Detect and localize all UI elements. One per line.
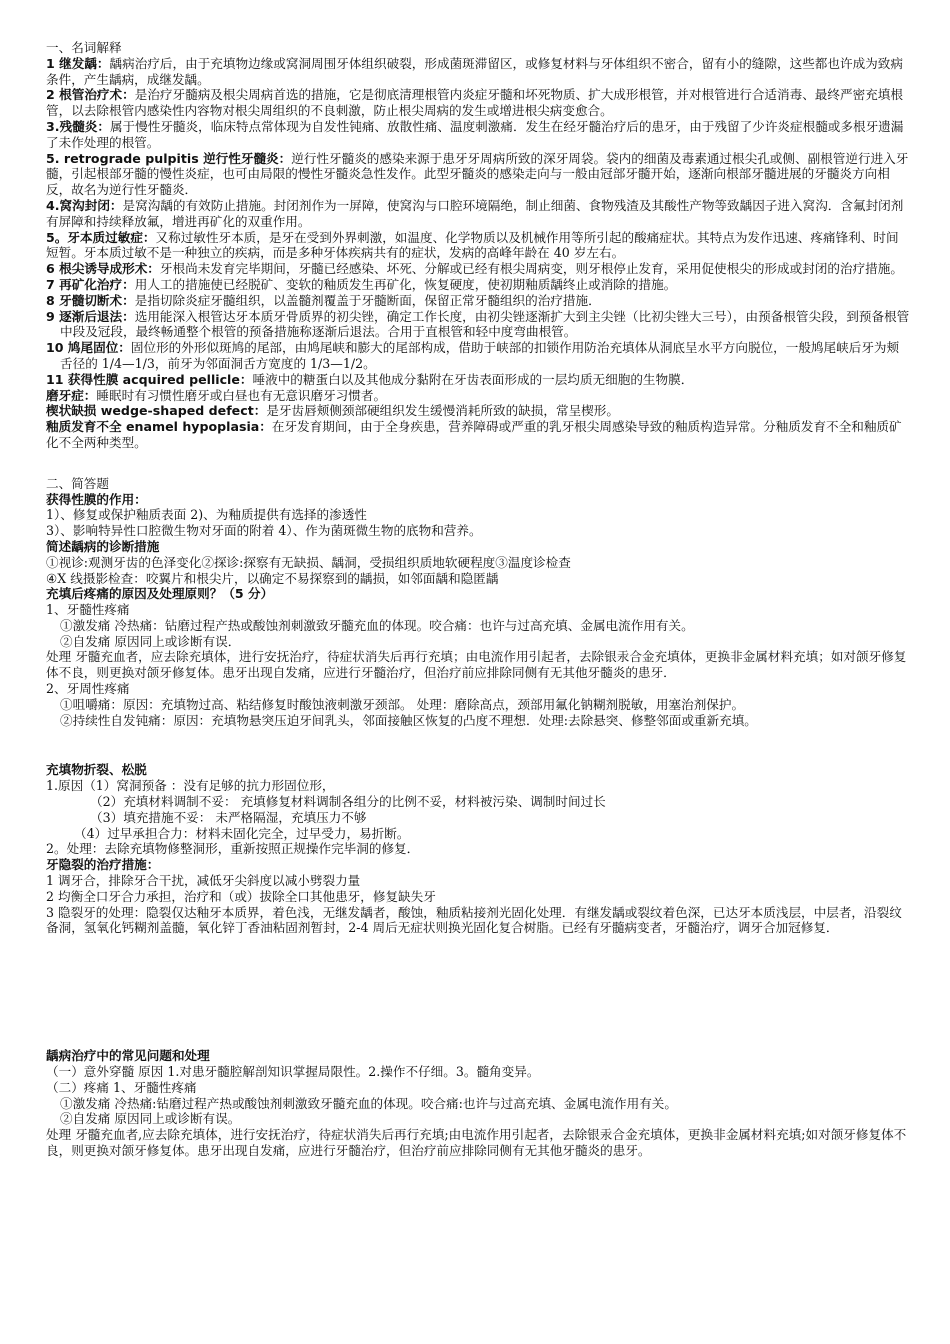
- problems-line: （一）意外穿髓 原因 1.对患牙髓腔解剖知识掌握局限性。2.操作不仔细。3。髓角变异。: [46, 1064, 540, 1080]
- section-heading-definitions: 一、名词解释: [46, 40, 122, 55]
- definition-text: 逆行性牙髓炎的感染来源于患牙牙周病所致的深牙周袋。袋内的细菌及毒素通过根尖孔或侧、副根管逆行进入牙髓，引起根部牙髓的慢性炎症，也可由局限的慢性牙髓炎急性发作。此型牙髓炎的感染走向与一般由冠部牙髓开始，逐渐向根部牙髓进展的牙髓炎方向相反，故名为逆行性牙髓炎．: [46, 150, 909, 198]
- pulpal-pain-treatment: 处理 牙髓充血者，应去除充填体，进行安抚治疗，待症状消失后再行充填；由电流作用引起者，去除银汞合金充填体，更换非金属材料充填；如对颌牙修复体不良，则更换对颌牙修复体。患牙出现自发痛，应进行牙髓治疗，但治疗前应排除同侧有无其他牙髓炎的患牙．: [46, 649, 907, 681]
- definition-term: 8 牙髓切断术：: [46, 292, 135, 308]
- definition-term: 1 继发龋：: [46, 55, 110, 71]
- perio-pain-item: ①咀嚼痛：原因：充填物过高、粘结修复时酸蚀液刺激牙颈部。 处理：磨除高点，颈部用氟化钠糊剂脱敏，用塞治剂保护。: [60, 696, 745, 712]
- problems-line: （二）疼痛 1、牙髓性疼痛: [46, 1079, 197, 1095]
- diagnosis-block: [46, 539, 910, 586]
- definition-text: 牙根尚未发育完毕期间，牙髓已经感染、坏死、分解或已经有根尖周病变，则牙根停止发育，采用促使根尖的形成或封闭的治疗措施。: [159, 261, 903, 277]
- crack-title: 牙隐裂的治疗措施：: [46, 857, 160, 873]
- definition-term: 2 根管治疗术：: [46, 87, 135, 103]
- section-heading-short-answers: 二、简答题: [46, 475, 109, 491]
- definition-term: 5。牙本质过敏症：: [46, 229, 156, 245]
- definition-term: 6 根尖诱导成形术：: [46, 261, 160, 277]
- problems-line: ①激发痛 冷热痛:钻磨过程产热或酸蚀剂刺激致牙髓充血的体现。咬合痛:也许与过高充填、金属电流作用有关。: [60, 1095, 677, 1111]
- problems-block: [46, 1048, 910, 1159]
- definition-text: 属于慢性牙髓炎，临床特点常体现为自发性钝痛、放散性痛、温度刺激痛．发生在经牙髓治疗后的患牙，由于残留了少许炎症根髓或多根牙遗漏了未作处理的根管。: [46, 118, 904, 150]
- pellicle-line: 3）、影响特异性口腔微生物对牙面的附着 4）、作为菌斑微生物的底物和营养。: [46, 523, 482, 539]
- crack-block: [46, 857, 910, 936]
- crack-line: 2 均衡全口牙合力承担，治疗和（或）拔除全口其他患牙，修复缺失牙: [46, 888, 436, 904]
- problems-line: ②自发痛 原因同上或诊断有误。: [60, 1111, 241, 1127]
- definition-term: 4.窝沟封闭：: [46, 197, 123, 213]
- definition-item: [46, 403, 910, 419]
- definition-text: 是治疗牙髓病及根尖周病首选的措施，它是彻底清理根管内炎症牙髓和坏死物质、扩大成形根管，并对根管进行合适消毒、最终严密充填根管，以去除根管内感染性内容物对根尖周组织的不良刺激，防止根尖周病的发生或增进根尖病变愈合。: [46, 87, 903, 119]
- definition-term: 11 获得性膜 acquired pellicle：: [46, 371, 253, 387]
- definition-item: [46, 293, 910, 309]
- fracture-line: （2）充填材料调制不妥： 充填修复材料调制各组分的比例不妥，材料被污染、调制时间过长: [90, 794, 606, 810]
- pulpal-pain-item: ①激发痛 冷热痛：钻磨过程产热或酸蚀剂刺激致牙髓充血的体现。咬合痛：也许与过高充填、金属电流作用有关。: [60, 617, 694, 633]
- definition-item: [46, 277, 910, 293]
- fracture-line: （3）填充措施不妥： 未严格隔湿，充填压力不够: [90, 809, 367, 825]
- pellicle-title: 获得性膜的作用：: [46, 491, 147, 507]
- definition-text: 是牙齿唇颊侧颈部硬组织发生缓慢消耗所致的缺损，常呈楔形。: [266, 403, 619, 419]
- definition-item: [46, 309, 910, 341]
- definition-text: 是窝沟龋的有效防止措施。封闭剂作为一屏障，使窝沟与口腔环境隔绝，制止细菌、食物残渣及其酸性产物等致龋因子进入窝沟．含氟封闭剂有屏障和持续释放氟，增进再矿化的双重作用。: [46, 197, 904, 229]
- diagnosis-line: ①视诊:观测牙齿的色泽变化②探诊:探察有无缺损、龋洞，受损组织质地软硬程度③温度诊检查: [46, 554, 571, 570]
- definition-item: [46, 230, 910, 262]
- fracture-line: 2。处理：去除充填物修整洞形，重新按照正规操作完毕洞的修复．: [46, 841, 420, 857]
- pain-title: 充填后疼痛的原因及处理原则？（5 分）: [46, 586, 274, 602]
- pain-block: [46, 586, 910, 728]
- definition-text: 用人工的措施使已经脱矿、变软的釉质发生再矿化，恢复硬度，使初期釉质龋终止或消除的措施。: [134, 276, 677, 292]
- definition-text: 在牙发育期间，由于全身疾患，营养障碍或严重的乳牙根尖周感染导致的釉质构造异常。分釉质发育不全和釉质矿化不全两种类型。: [46, 419, 902, 450]
- definition-item: [46, 340, 910, 372]
- definition-item: [46, 56, 910, 88]
- fracture-line: （4）过早承担合力：材料未固化完全，过早受力，易折断。: [74, 825, 410, 841]
- crack-line: 3 隐裂牙的处理：隐裂仅达釉牙本质界，着色浅，无继发龋者，酸蚀，釉质粘接剂光固化处理．有继发龋或裂纹着色深，已达牙本质浅层，中层者，沿裂纹备洞，氢氧化钙糊剂盖髓，氧化锌丁香油粘固剂暂封，2-4 周后无症状则换光固化复合树脂。已经有牙髓病变者，牙髓治疗，调牙合加冠修复．: [46, 904, 902, 936]
- definition-term: 5. retrograde pulpitis 逆行性牙髓炎：: [46, 150, 292, 166]
- definition-text: 睡眠时有习惯性磨牙或白昼也有无意识磨牙习惯者。: [96, 387, 387, 403]
- definition-item: [46, 419, 910, 451]
- definition-item: [46, 151, 910, 198]
- definition-text: 又称过敏性牙本质，是牙在受到外界刺激，如温度、化学物质以及机械作用等所引起的酸痛症状。其特点为发作迅速、疼痛锋利、时间短暂。牙本质过敏不是一种独立的疾病，而是多种牙体疾病共有的症状，发病的高峰年龄在 40 岁左右。: [46, 229, 899, 261]
- diagnosis-title: 简述龋病的诊断措施: [46, 538, 160, 554]
- perio-pain-heading: 2、牙周性疼痛: [46, 681, 130, 697]
- definition-item: [46, 372, 910, 388]
- definition-item: [46, 388, 910, 404]
- fracture-block: [46, 762, 910, 857]
- pellicle-block: [46, 492, 910, 539]
- problems-title: 龋病治疗中的常见问题和处理: [46, 1048, 210, 1064]
- definition-term: 7 再矿化治疗：: [46, 276, 135, 292]
- definitions-list: [46, 56, 910, 451]
- definition-text: 是指切除炎症牙髓组织，以盖髓剂覆盖于牙髓断面，保留正常牙髓组织的治疗措施．: [134, 292, 601, 308]
- definition-term: 3.残髓炎：: [46, 118, 110, 134]
- definition-item: [46, 198, 910, 230]
- definition-text: 固位形的外形似斑鸠的尾部，由鸠尾峡和膨大的尾部构成，借助于峡部的扣锁作用防治充填体从洞底呈水平方向脱位，一般鸠尾峡后牙为颊舌径的 1/4—1/3，前牙为邻面洞舌方宽度的 1/3—1/2。: [60, 340, 900, 371]
- definition-text: 选用能深入根管达牙本质牙骨质界的初尖锉，确定工作长度，由初尖锉逐渐扩大到主尖锉（比初尖锉大三号），由预备根管尖段，到预备根管中段及冠段，最终畅通整个根管的预备措施称逐渐后退法。合用于直根管和轻中度弯曲根管。: [60, 308, 910, 340]
- problems-treatment: 处理 牙髓充血者,应去除充填体，进行安抚治疗，待症状消失后再行充填;由电流作用引起者，去除银汞合金充填体，更换非金属材料充填;如对颌牙修复体不良，则更换对颌牙修复体。患牙出现自发痛，应进行牙髓治疗，但治疗前应排除同侧有无其他牙髓炎的患牙。: [46, 1127, 907, 1159]
- diagnosis-line: ④X 线摄影检查：咬翼片和根尖片，以确定不易探察到的龋损，如邻面龋和隐匿龋: [46, 570, 499, 586]
- definition-term: 10 鸠尾固位：: [46, 340, 131, 356]
- definition-text: 龋病治疗后，由于充填物边缘或窝洞周围牙体组织破裂，形成菌斑滞留区，或修复材料与牙体组织不密合，留有小的缝隙，这些都也许成为致病条件，产生龋病，成继发龋。: [46, 55, 903, 87]
- pellicle-line: 1）、修复或保护釉质表面 2)、为釉质提供有选择的渗透性: [46, 507, 367, 523]
- definition-item: [46, 119, 910, 151]
- definition-item: [46, 87, 910, 119]
- fracture-title: 充填物折裂、松脱: [46, 762, 147, 778]
- fracture-line: 1.原因（1）窝洞预备 ：没有足够的抗力形固位形，: [46, 778, 335, 794]
- definition-text: 唾液中的糖蛋白以及其他成分黏附在牙齿表面形成的一层均质无细胞的生物膜．: [252, 371, 694, 387]
- definition-term: 9 逐渐后退法：: [46, 308, 135, 324]
- crack-line: 1 调牙合，排除牙合干扰，减低牙尖斜度以减小劈裂力量: [46, 873, 361, 889]
- definition-item: [46, 261, 910, 277]
- definition-term: 楔状缺损 wedge-shaped defect：: [46, 403, 267, 419]
- pulpal-pain-item: ②自发痛 原因同上或诊断有误．: [60, 633, 241, 649]
- definition-term: 釉质发育不全 enamel hypoplasia：: [46, 419, 272, 435]
- pulpal-pain-heading: 1、牙髓性疼痛: [46, 602, 130, 618]
- definition-term: 磨牙症：: [46, 387, 97, 403]
- document-page: [46, 40, 910, 1159]
- perio-pain-item: ②持续性自发钝痛：原因：充填物悬突压迫牙间乳头，邻面接触区恢复的凸度不理想．处理:去除悬突、修整邻面或重新充填。: [60, 712, 757, 728]
